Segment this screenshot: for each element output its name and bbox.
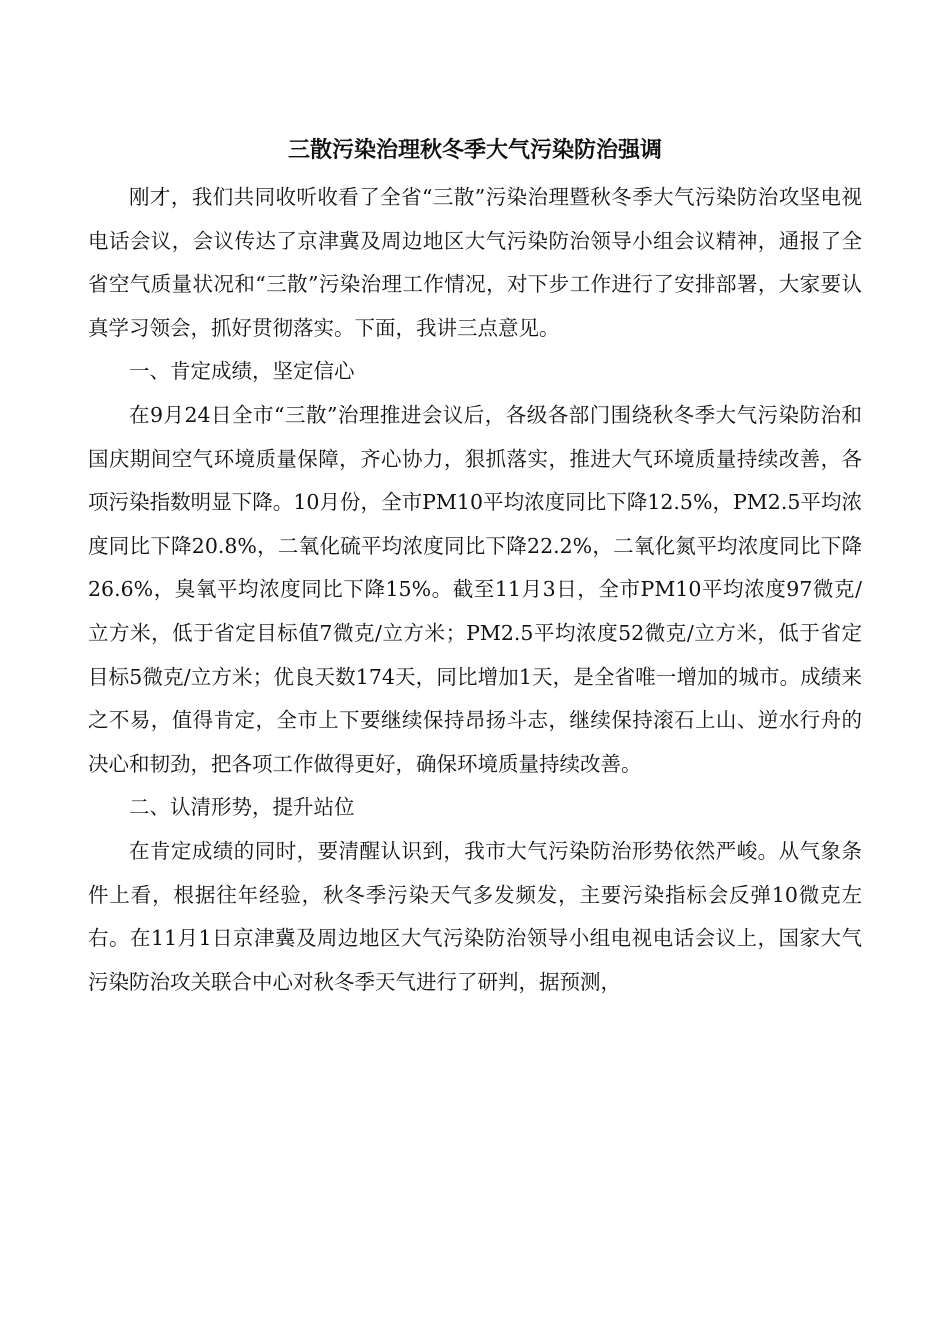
section-2-paragraph: 在肯定成绩的同时，要清醒认识到，我市大气污染防治形势依然严峻。从气象条件上看，根据往年经验，秋冬季污染天气多发频发，主要污染指标会反弹10微克左右。在11月1日京津冀及周边地区大气污染防治领导小组电视电话会议上，国家大气污染防治攻关联合中心对秋冬季天气进行了研判，据预测， (88, 838, 862, 994)
section-heading-1: 一、肯定成绩，坚定信心 (129, 359, 355, 384)
document-title: 三散污染治理秋冬季大气污染防治强调 (287, 137, 662, 163)
document-page (88, 128, 862, 1004)
intro-paragraph: 刚才，我们共同收听收看了全省“三散”污染治理暨秋冬季大气污染防治攻坚电视电话会议，会议传达了京津冀及周边地区大气污染防治领导小组会议精神，通报了全省空气质量状况和“三散”污染治理工作情况，对下步工作进行了安排部署，大家要认真学习领会，抓好贯彻落实。下面，我讲三点意见。 (88, 185, 862, 340)
section-1-paragraph: 在9月24日全市“三散”治理推进会议后，各级各部门围绕秋冬季大气污染防治和国庆期间空气环境质量保障，齐心协力，狠抓落实，推进大气环境质量持续改善，各项污染指数明显下降。10月份，全市PM10平均浓度同比下降12.5%，PM2.5平均浓度同比下降20.8%，二氧化硫平均浓度同比下降22.2%，二氧化氮平均浓度同比下降26.6%，臭氧平均浓度同比下降15%。截至11月3日，全市PM10平均浓度97微克/立方米，低于省定目标值7微克/立方米；PM2.5平均浓度52微克/立方米，低于省定目标5微克/立方米；优良天数174天，同比增加1天，是全省唯一增加的城市。成绩来之不易，值得肯定，全市上下要继续保持昂扬斗志，继续保持滚石上山、逆水行舟的决心和韧劲，把各项工作做得更好，确保环境质量持续改善。 (88, 402, 862, 776)
section-heading-2: 二、认清形势，提升站位 (129, 795, 355, 820)
